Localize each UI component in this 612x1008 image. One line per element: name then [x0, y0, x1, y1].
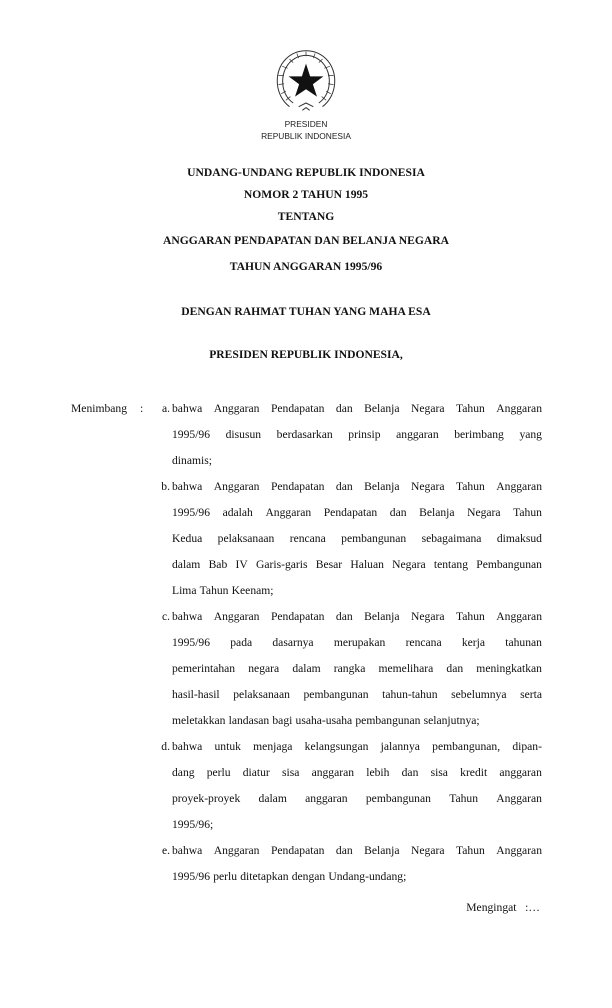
- item-text-line: 1995/96 perlu ditetapkan dengan Undang-undang;: [172, 870, 407, 883]
- item-text-line: Kedua pelaksanaan rencana pembangunan sebagaimana dimaksud: [172, 532, 542, 545]
- considering-item: [150, 474, 542, 604]
- garuda-emblem-icon: [271, 48, 341, 114]
- title-line-3: TENTANG: [277, 210, 335, 223]
- item-text-line: 1995/96 disusun berdasarkan prinsip anggaran berimbang yang: [172, 428, 542, 441]
- continuation-footer: Mengingat :…: [466, 901, 540, 914]
- considering-label: Menimbang: [71, 402, 128, 415]
- item-text-line: hasil-hasil pelaksanaan pembangunan tahun-tahun sebelumnya serta: [172, 688, 542, 701]
- item-text-line: bahwa Anggaran Pendapatan dan Belanja Negara Tahun Anggaran: [172, 480, 542, 493]
- item-text-line: dinamis;: [172, 454, 212, 467]
- considering-item: [150, 838, 542, 890]
- letterhead-presiden: PRESIDEN: [284, 119, 328, 129]
- item-text-line: meletakkan landasan bagi usaha-usaha pembangunan selanjutnya;: [172, 714, 480, 727]
- title-line-1: UNDANG-UNDANG REPUBLIK INDONESIA: [187, 166, 425, 179]
- preamble: DENGAN RAHMAT TUHAN YANG MAHA ESA: [181, 305, 431, 318]
- item-text-line: bahwa Anggaran Pendapatan dan Belanja Negara Tahun Anggaran: [172, 402, 542, 415]
- item-marker: a.: [161, 402, 170, 415]
- item-text-line: proyek-proyek dalam anggaran pembangunan Tahun Anggaran: [172, 792, 542, 805]
- considering-list: [150, 396, 542, 890]
- item-marker: e.: [161, 844, 170, 857]
- item-text-line: bahwa Anggaran Pendapatan dan Belanja Negara Tahun Anggaran: [172, 610, 542, 623]
- title-line-2: NOMOR 2 TAHUN 1995: [243, 188, 369, 201]
- item-text-line: bahwa Anggaran Pendapatan dan Belanja Negara Tahun Anggaran: [172, 844, 542, 857]
- item-marker: c.: [161, 610, 170, 623]
- considering-colon: :: [140, 402, 144, 415]
- title-line-5: TAHUN ANGGARAN 1995/96: [229, 260, 383, 273]
- item-text-line: dang perlu diatur sisa anggaran lebih dan sisa kredit anggaran: [172, 766, 542, 779]
- considering-item: [150, 734, 542, 838]
- letterhead-republik: REPUBLIK INDONESIA: [261, 131, 351, 141]
- item-text-line: bahwa untuk menjaga kelangsungan jalannya pembangunan, dipan-: [172, 740, 542, 753]
- item-text-line: 1995/96 adalah Anggaran Pendapatan dan Belanja Negara Tahun: [172, 506, 542, 519]
- considering-item: [150, 604, 542, 734]
- item-marker: d.: [161, 740, 170, 753]
- issuer: PRESIDEN REPUBLIK INDONESIA,: [209, 348, 403, 361]
- title-line-4: ANGGARAN PENDAPATAN DAN BELANJA NEGARA: [163, 234, 449, 247]
- item-text-line: 1995/96;: [172, 818, 214, 831]
- item-marker: b.: [161, 480, 170, 493]
- item-text-line: 1995/96 pada dasarnya merupakan rencana kerja tahunan: [172, 636, 542, 649]
- item-text-line: pemerintahan negara dalam rangka memelihara dan meningkatkan: [172, 662, 542, 675]
- considering-item: [150, 396, 542, 474]
- item-text-line: Lima Tahun Keenam;: [172, 584, 274, 597]
- item-text-line: dalam Bab IV Garis-garis Besar Haluan Negara tentang Pembangunan: [172, 558, 542, 571]
